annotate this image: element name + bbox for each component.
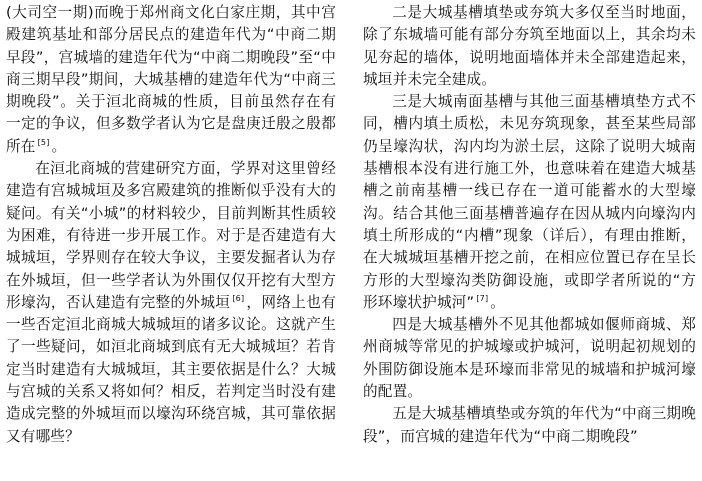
paragraph-point-two	[363, 2, 696, 91]
footnote-ref-7[interactable]: [7]	[476, 293, 489, 303]
paragraph-text: (大司空一期)而晚于郑州商文化白家庄期，其中宫殿建筑基址和部分居民点的建造年代为“中商二期早段”，宫城墙的建造年代为“中商二期晚段”至“中商三期早段”期间，大城基槽的建造年代为“中商三期晚段”。关于洹北商城的性质，目前虽然存在有一定的争议，但多数学者认为它是盘庚迁殷之殷都所在	[6, 4, 336, 155]
paragraph-point-three	[363, 91, 696, 314]
left-text-column	[6, 2, 336, 448]
paragraph-text: 五是大城基槽填垫或夯筑的年代为“中商三期晚段”，而宫城的建造年代为“中商二期晚段”	[363, 405, 696, 445]
paragraph-text: 三是大城南面基槽与其他三面基槽填垫方式不同，槽内填土质松，未见夯筑现象，甚至某些局部仍呈壕沟状，沟内均为淤土层，这除了说明大城南基槽根本没有进行施工外，也意味着在建造大城基槽之前南基槽一线已存在一道可能蓄水的大型壕沟。结合其他三面基槽普遍存在因从城内向壕沟内填土所形成的“内槽”现象（详后），有理由推断，在大城城垣基槽开挖之前，在相应位置已存在呈长方形的大型壕沟类防御设施，或即学者所说的“方形环壕状护城河”	[363, 93, 696, 311]
right-text-column	[363, 2, 696, 448]
footnote-ref-6[interactable]: [6]	[232, 293, 245, 303]
paragraph-text-continued: ，网络上也有一些否定洹北商城大城城垣的诸多议论。这就产生了一些疑问，如洹北商城到底有无大城城垣？若肯定当时建造有大城城垣，其主要依据是什么？大城与宫城的关系又将如何？相反，若判定当时没有建造成完整的外城垣而以壕沟环绕宫城，其可靠依据又有哪些？	[6, 293, 336, 445]
paragraph-end: 。	[490, 293, 506, 311]
paragraph-point-four	[363, 314, 696, 403]
paragraph-point-five	[363, 403, 696, 448]
paragraph-dating	[6, 2, 336, 158]
paragraph-construction-research	[6, 158, 336, 448]
paragraph-text: 四是大城基槽外不见其他都城如偃师商城、郑州商城等常见的护城壕或护城河，说明起初规划的外围防御设施本是环壕而非常见的城墙和护城河壕的配置。	[363, 316, 696, 401]
footnote-ref-5[interactable]: [5]	[37, 137, 50, 147]
paragraph-text: 在洹北商城的营建研究方面，学界对这里曾经建造有宫城城垣及多宫殿建筑的推断似乎没有大的疑问。有关“小城”的材料较少，目前判断其性质较为困难，有待进一步开展工作。对于是否建造有大城城垣，学界则存在较大争议，主要发掘者认为存在外城垣，但一些学者认为外围仅仅开挖有大型方形壕沟，否认建造有完整的外城垣	[6, 160, 336, 311]
paragraph-text: 二是大城基槽填垫或夯筑大多仅至当时地面，除了东城墙可能有部分夯筑至地面以上，其余均未见夯起的墙体，说明地面墙体并未全部建造起来，城垣并未完全建成。	[363, 4, 696, 88]
paragraph-end: 。	[51, 137, 67, 155]
